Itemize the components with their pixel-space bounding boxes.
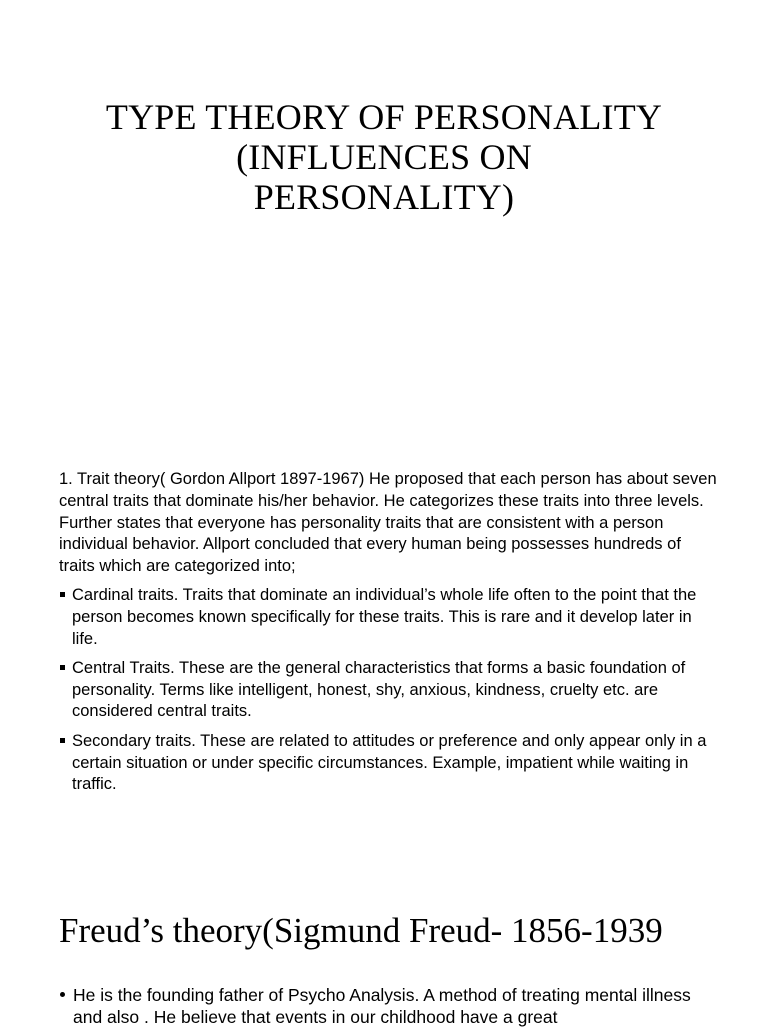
list-item-psycho-analysis xyxy=(59,984,719,1028)
title-line-3: PERSONALITY) xyxy=(253,177,515,217)
list-item-central-traits xyxy=(59,658,719,723)
list-item-text: Cardinal traits. Traits that dominate an individual’s whole life often to the point that the person becomes known specifically for these traits. This is rare and it develop later in life. xyxy=(72,586,697,648)
trait-list xyxy=(59,585,719,804)
square-bullet-icon xyxy=(60,738,65,743)
title-line-1: TYPE THEORY OF PERSONALITY xyxy=(105,97,663,137)
square-bullet-icon xyxy=(60,592,65,597)
trait-theory-slide xyxy=(0,460,768,900)
list-item-text: Secondary traits. These are related to attitudes or preference and only appear only in a certain situation or under specific circumstances. Example, impatient while waiting in traffic. xyxy=(72,731,707,794)
freud-theory-slide xyxy=(0,905,768,1027)
slide-title xyxy=(60,97,708,217)
title-slide xyxy=(0,0,768,440)
trait-theory-intro: 1. Trait theory( Gordon Allport 1897-1967) He proposed that each person has about seven central traits that dominate his/her behavior. He categorizes these traits into three levels. Further states that everyone has personality traits that are consistent with a person individual behavior. Allport concluded that every human being possesses hundreds of traits which are categorized into; xyxy=(59,470,717,576)
list-item-text: He is the founding father of Psycho Analysis. A method of treating mental illness and also . He believe that events in our childhood have a great xyxy=(73,985,691,1027)
list-item-cardinal-traits xyxy=(59,585,719,650)
list-item-secondary-traits xyxy=(59,731,719,796)
square-bullet-icon xyxy=(60,665,65,670)
list-item-text: Central Traits. These are the general characteristics that forms a basic foundation of personality. Terms like intelligent, honest, shy, anxious, kindness, cruelty etc. are considered central traits. xyxy=(72,658,686,721)
freud-slide-title: Freud’s theory(Sigmund Freud- 1856-1939 xyxy=(59,911,663,950)
freud-list xyxy=(59,984,719,1028)
title-line-2: (INFLUENCES ON xyxy=(236,137,532,177)
round-bullet-icon xyxy=(60,992,65,997)
